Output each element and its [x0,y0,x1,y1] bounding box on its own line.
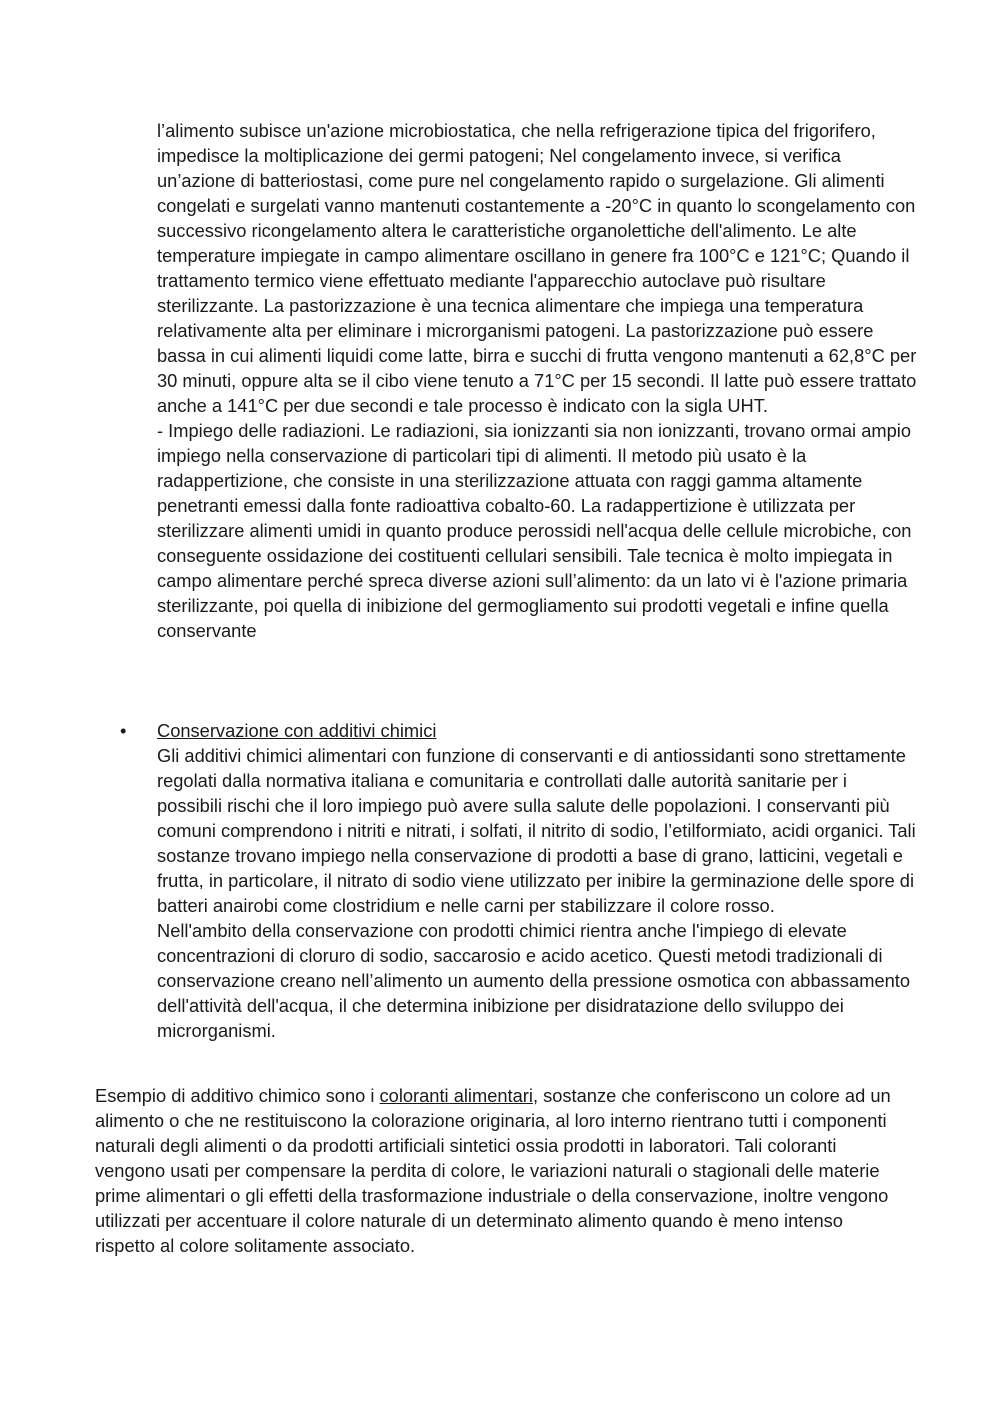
radiation-paragraph: - Impiego delle radiazioni. Le radiazioni, sia ionizzanti sia non ionizzanti, trovano ormai ampio impiego nella conservazione di particolari tipi di alimenti. Il metodo più usato è la radappertizione, che consiste in una sterilizzazione attuata con raggi gamma altamente penetranti emessi dalla fonte radioattiva cobalto-60. La radappertizione è utilizzata per sterilizzare alimenti umidi in quanto produce perossidi nell'acqua delle cellule microbiche, con conseguente ossidazione dei costituenti cellulari sensibili. Tale tecnica è molto impiegata in campo alimentare perché spreca diverse azioni sull’alimento: da un lato vi è l'azione primaria sterilizzante, poi quella di inibizione del germogliamento sui prodotti vegetali e infine quella conservante [157,420,912,641]
bullet-item-additivi [157,718,917,1043]
coloranti-underlined-term: coloranti alimentari [379,1085,533,1106]
coloranti-text-after: , sostanze che conferiscono un colore ad un alimento o che ne restituiscono la colorazione originaria, al loro interno rientrano tutti i componenti naturali degli alimenti o da prodotti artificiali sintetici ossia prodotti in laboratori. Tali coloranti vengono usati per compensare la perdita di colore, le variazioni naturali o stagionali delle materie prime alimentari o gli effetti della trasformazione industriale o della conservazione, inoltre vengono utilizzati per accentuare il colore naturale di un determinato alimento quando è meno intenso rispetto al colore solitamente associato. [95,1085,891,1256]
bullet-marker: • [120,720,127,741]
continuation-block [157,118,917,643]
coloranti-paragraph [95,1083,905,1258]
bullet-heading: Conservazione con additivi chimici [157,720,437,741]
additivi-paragraph: Gli additivi chimici alimentari con funzione di conservanti e di antiossidanti sono strettamente regolati dalla normativa italiana e comunitaria e controllati dalle autorità sanitarie per i possibili rischi che il loro impiego può avere sulla salute delle popolazioni. I conservanti più comuni comprendono i nitriti e nitrati, i solfati, il nitrito di sodio, l’etilformiato, acidi organici. Tali sostanze trovano impiego nella conservazione di prodotti a base di grano, latticini, vegetali e frutta, in particolare, il nitrato di sodio viene utilizzato per inibire la germinazione delle spore di batteri anairobi come clostridium e nelle carni per stabilizzare il colore rosso. [157,745,916,916]
cloruro-paragraph: Nell'ambito della conservazione con prodotti chimici rientra anche l'impiego di elevate concentrazioni di cloruro di sodio, saccarosio e acido acetico. Questi metodi tradizionali di conservazione creano nell’alimento un aumento della pressione osmotica con abbassamento dell'attività dell'acqua, il che determina inibizione per disidratazione dello sviluppo dei microrganismi. [157,920,911,1041]
coloranti-text-before: Esempio di additivo chimico sono i [95,1085,380,1106]
temperature-paragraph: l’alimento subisce un'azione microbiostatica, che nella refrigerazione tipica del frigorifero, impedisce la moltiplicazione dei germi patogeni; Nel congelamento invece, si verifica un’azione di batteriostasi, come pure nel congelamento rapido o surgelazione. Gli alimenti congelati e surgelati vanno mantenuti costantemente a -20°C in quanto lo scongelamento con successivo ricongelamento altera le caratteristiche organolettiche dell'alimento. Le alte temperature impiegate in campo alimentare oscillano in genere fra 100°C e 121°C; Quando il trattamento termico viene effettuato mediante l'apparecchio autoclave può risultare sterilizzante. La pastorizzazione è una tecnica alimentare che impiega una temperatura relativamente alta per eliminare i microrganismi patogeni. La pastorizzazione può essere bassa in cui alimenti liquidi come latte, birra e succhi di frutta vengono mantenuti a 62,8°C per 30 minuti, oppure alta se il cibo viene tenuto a 71°C per 15 secondi. Il latte può essere trattato anche a 141°C per due secondi e tale processo è indicato con la sigla UHT. [157,120,917,416]
